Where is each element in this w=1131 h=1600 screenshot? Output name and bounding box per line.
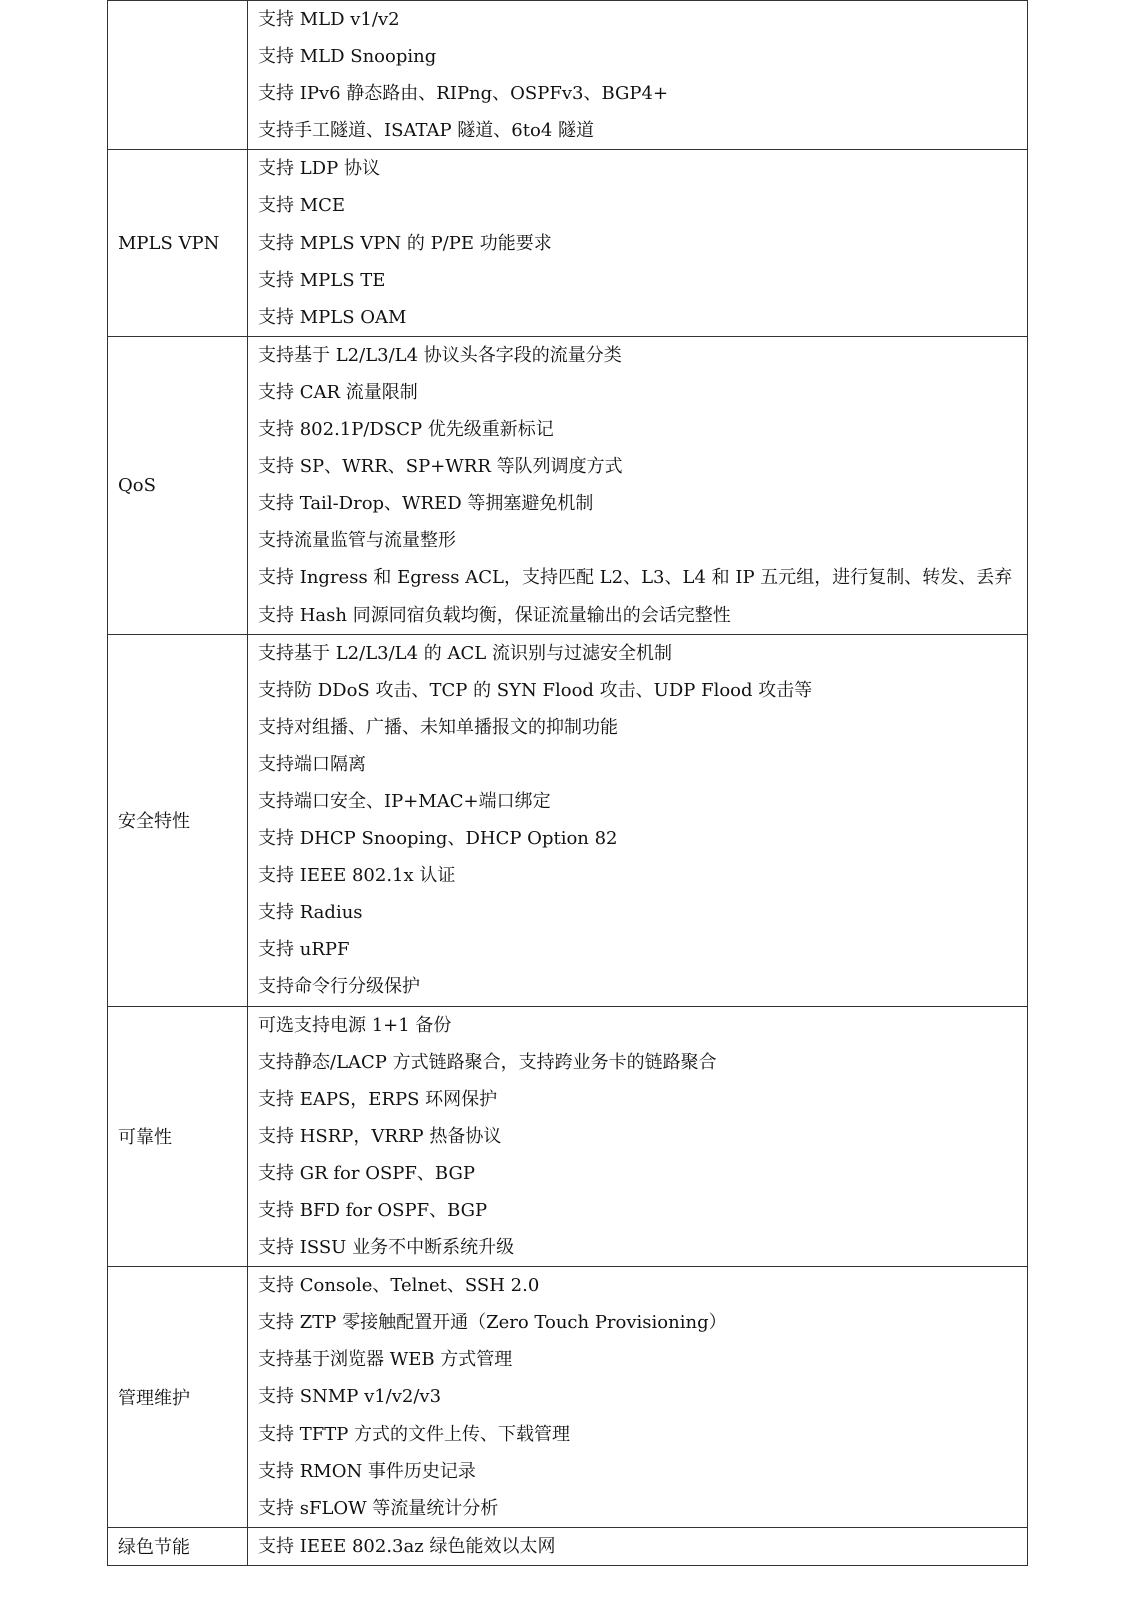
- list-item: 支持 ZTP 零接触配置开通（Zero Touch Provisioning）: [258, 1312, 727, 1334]
- list-item: 支持 ISSU 业务不中断系统升级: [258, 1237, 515, 1259]
- feature-list-cell: [248, 634, 1028, 1006]
- table-row: [108, 150, 1028, 336]
- list-item: 支持流量监管与流量整形: [258, 530, 456, 552]
- list-item: 支持 SP、WRR、SP+WRR 等队列调度方式: [258, 456, 623, 478]
- list-item: 支持基于浏览器 WEB 方式管理: [258, 1349, 513, 1371]
- table-row: [108, 1, 1028, 150]
- list-item: 支持 MPLS TE: [258, 269, 386, 291]
- list-item: 可选支持电源 1+1 备份: [258, 1014, 452, 1036]
- list-item: 支持 IPv6 静态路由、RIPng、OSPFv3、BGP4+: [258, 83, 669, 105]
- list-item: 支持 DHCP Snooping、DHCP Option 82: [258, 828, 618, 850]
- feature-list-cell: [248, 1, 1028, 150]
- list-item: 支持手工隧道、ISATAP 隧道、6to4 隧道: [258, 120, 595, 142]
- list-item: 支持 IEEE 802.3az 绿色能效以太网: [258, 1535, 556, 1557]
- list-item: 支持端口隔离: [258, 753, 366, 775]
- list-item: 支持 HSRP，VRRP 热备协议: [258, 1125, 502, 1147]
- list-item: 支持 Tail-Drop、WRED 等拥塞避免机制: [258, 493, 594, 515]
- category-cell: QoS: [108, 336, 248, 634]
- list-item: 支持 sFLOW 等流量统计分析: [258, 1497, 499, 1519]
- list-item: 支持防 DDoS 攻击、TCP 的 SYN Flood 攻击、UDP Flood 攻击等: [258, 679, 813, 701]
- list-item: 支持 MLD v1/v2: [258, 9, 400, 30]
- list-item: 支持 GR for OSPF、BGP: [258, 1162, 475, 1184]
- list-item: 支持 MLD Snooping: [258, 46, 437, 68]
- feature-list-cell: [248, 150, 1028, 336]
- feature-list-cell: [248, 1006, 1028, 1267]
- table-row: [108, 1267, 1028, 1528]
- list-item: 支持基于 L2/L3/L4 协议头各字段的流量分类: [258, 344, 622, 366]
- list-item: 支持 Radius: [258, 902, 363, 924]
- spec-table: [107, 0, 1028, 1566]
- table-row: [108, 1006, 1028, 1267]
- list-item: 支持 LDP 协议: [258, 158, 380, 180]
- list-item: 支持 Hash 同源同宿负载均衡，保证流量输出的会话完整性: [258, 604, 731, 626]
- category-cell: 管理维护: [108, 1267, 248, 1528]
- category-cell: [108, 1, 248, 150]
- list-item: 支持 802.1P/DSCP 优先级重新标记: [258, 419, 554, 441]
- list-item: 支持命令行分级保护: [258, 976, 420, 998]
- list-item: 支持 CAR 流量限制: [258, 381, 418, 403]
- table-row: [108, 336, 1028, 634]
- feature-list-cell: [248, 336, 1028, 634]
- list-item: 支持 MPLS VPN 的 P/PE 功能要求: [258, 232, 552, 254]
- list-item: 支持端口安全、IP+MAC+端口绑定: [258, 790, 551, 812]
- category-cell: MPLS VPN: [108, 150, 248, 336]
- list-item: 支持 RMON 事件历史记录: [258, 1460, 476, 1482]
- list-item: 支持 IEEE 802.1x 认证: [258, 865, 456, 887]
- feature-list-cell: [248, 1527, 1028, 1565]
- feature-list-cell: [248, 1267, 1028, 1528]
- list-item: 支持 Console、Telnet、SSH 2.0: [258, 1275, 540, 1297]
- list-item: 支持 uRPF: [258, 939, 350, 961]
- category-cell: 可靠性: [108, 1006, 248, 1267]
- table-row: [108, 634, 1028, 1006]
- list-item: 支持 EAPS，ERPS 环网保护: [258, 1088, 498, 1110]
- list-item: 支持 MPLS OAM: [258, 306, 407, 328]
- spec-table-body: [108, 1, 1028, 1566]
- list-item: 支持 Ingress 和 Egress ACL，支持匹配 L2、L3、L4 和 IP 五元组，进行复制、转发、丢弃: [258, 567, 1013, 589]
- list-item: 支持 MCE: [258, 195, 346, 217]
- list-item: 支持 BFD for OSPF、BGP: [258, 1200, 488, 1221]
- table-row: [108, 1527, 1028, 1565]
- list-item: 支持 TFTP 方式的文件上传、下载管理: [258, 1423, 571, 1445]
- category-cell: 安全特性: [108, 634, 248, 1006]
- list-item: 支持 SNMP v1/v2/v3: [258, 1386, 442, 1408]
- list-item: 支持对组播、广播、未知单播报文的抑制功能: [258, 716, 618, 738]
- list-item: 支持基于 L2/L3/L4 的 ACL 流识别与过滤安全机制: [258, 642, 672, 664]
- category-cell: 绿色节能: [108, 1527, 248, 1565]
- list-item: 支持静态/LACP 方式链路聚合，支持跨业务卡的链路聚合: [258, 1051, 717, 1073]
